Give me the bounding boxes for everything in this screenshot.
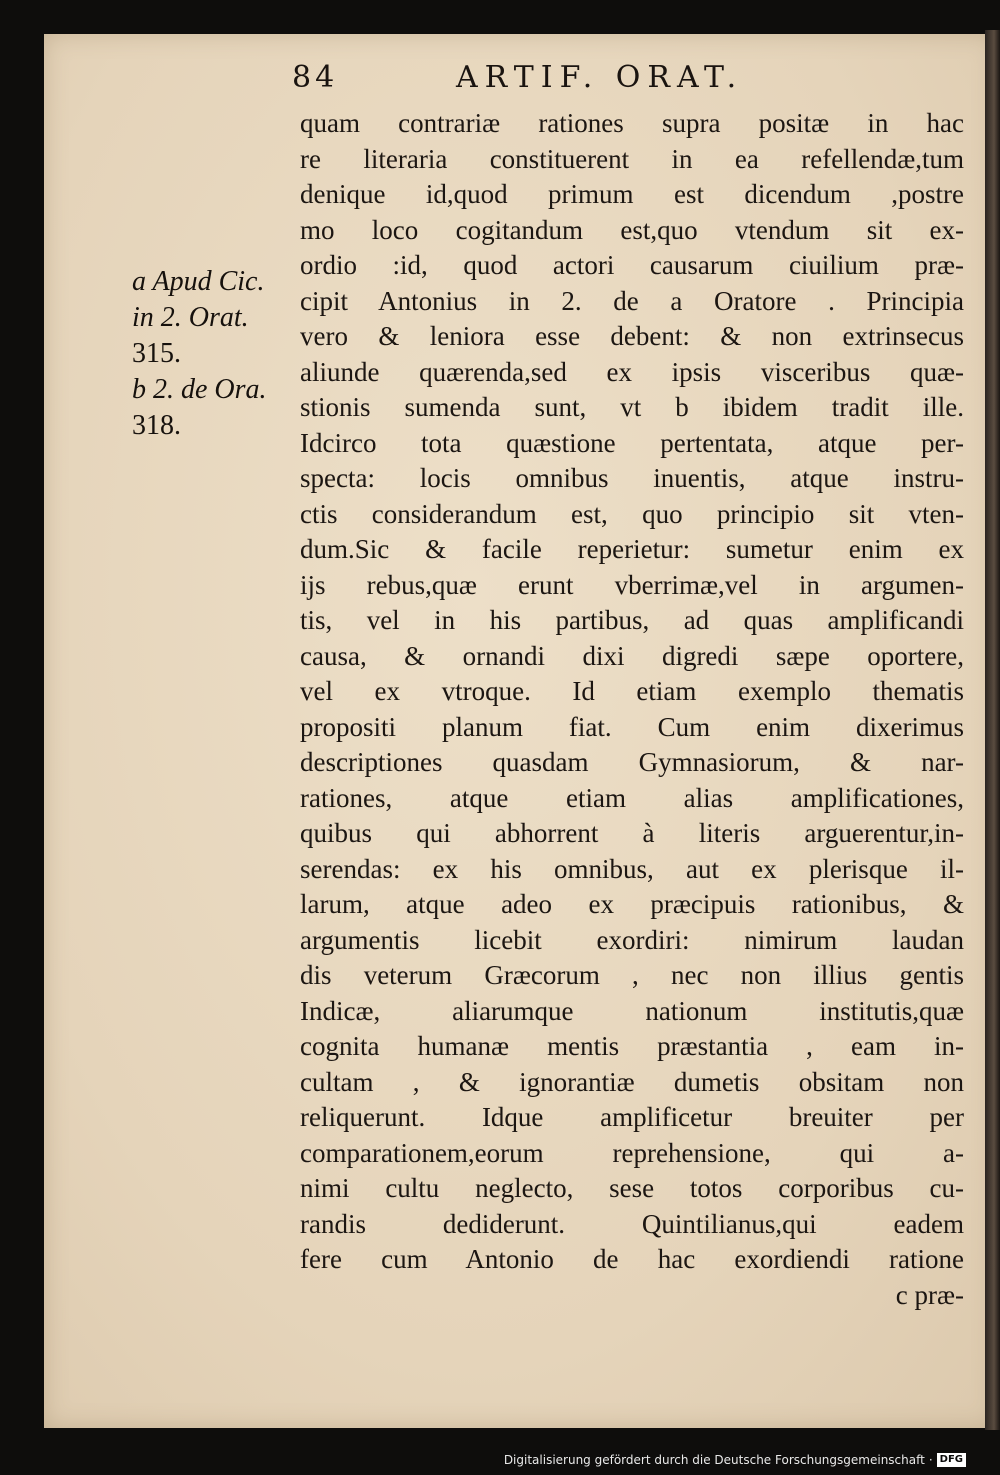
text-line: ordio :id, quod actori causarum ciuilium præ- — [300, 250, 964, 280]
dfg-logo-icon: DFG — [937, 1453, 966, 1467]
text-line: serendas: ex his omnibus, aut ex plerisque il- — [300, 853, 964, 884]
text-line: specta: locis omnibus inuentis, atque instru- — [300, 463, 964, 493]
text-line: Indicæ, aliarumque nationum institutis,quæ — [300, 995, 964, 1026]
page-number: 84 — [292, 60, 339, 95]
text-line: cognita humanæ mentis præstantia , eam in- — [300, 1031, 964, 1061]
text-line: stionis sumenda sunt, vt b ibidem tradit ille. — [300, 392, 964, 422]
text-line: aliunde quærenda,sed ex ipsis visceribus quæ- — [300, 356, 964, 387]
text-line: propositi planum fiat. Cum enim dixerimus — [300, 711, 964, 742]
text-line: vero & leniora esse debent: & non extrinsecus — [300, 321, 964, 351]
running-title: ARTIF. ORAT. — [456, 60, 744, 95]
text-line: reliquerunt. Idque amplificetur breuiter per — [300, 1102, 964, 1132]
text-line: quibus qui abhorrent à literis arguerentur,in- — [300, 818, 964, 848]
text-line: causa, & ornandi dixi digredi sæpe oportere, — [300, 640, 964, 671]
text-line: re literaria constituerent in ea refellendæ,tum — [300, 143, 964, 174]
text-line: vel ex vtroque. Id etiam exemplo thematis — [300, 676, 964, 706]
body-text — [300, 106, 964, 1313]
page-header — [292, 60, 822, 104]
text-line: ijs rebus,quæ erunt vberrimæ,vel in argumen- — [300, 569, 964, 600]
text-line: descriptiones quasdam Gymnasiorum, & nar- — [300, 747, 964, 777]
text-line: cultam , & ignorantiæ dumetis obsitam non — [300, 1066, 964, 1097]
text-line: larum, atque adeo ex præcipuis rationibus, & — [300, 889, 964, 919]
text-line: nimi cultu neglecto, sese totos corporibus cu- — [300, 1173, 964, 1203]
book-edge — [985, 30, 1000, 1430]
text-line: Idcirco tota quæstione pertentata, atque per- — [300, 427, 964, 458]
digitization-credit — [504, 1453, 966, 1467]
marginal-note: 318. — [132, 410, 181, 441]
text-line: rationes, atque etiam alias amplificationes, — [300, 782, 964, 813]
text-line: dum.Sic & facile reperietur: sumetur enim ex — [300, 534, 964, 564]
text-line: dis veterum Græcorum , nec non illius gentis — [300, 960, 964, 990]
text-line: argumentis licebit exordiri: nimirum laudan — [300, 924, 964, 955]
text-line: denique id,quod primum est dicendum ,postre — [300, 179, 964, 209]
credit-text: Digitalisierung gefördert durch die Deutsche Forschungsgemeinschaft — [503, 1453, 925, 1467]
separator-dot: · — [928, 1453, 933, 1467]
text-line: fere cum Antonio de hac exordiendi ratione — [300, 1244, 964, 1274]
text-line: ctis considerandum est, quo principio sit vten- — [300, 498, 964, 529]
marginal-note: in 2. Orat. — [132, 302, 249, 333]
text-line: mo loco cogitandum est,quo vtendum sit ex- — [300, 214, 964, 245]
catchword: c præ- — [895, 1279, 964, 1310]
text-line: comparationem,eorum reprehensione, qui a- — [300, 1137, 964, 1168]
text-line: cipit Antonius in 2. de a Oratore . Principia — [300, 285, 964, 316]
book-page — [44, 34, 996, 1428]
text-line: quam contrariæ rationes supra positæ in hac — [300, 108, 964, 138]
marginal-note: b 2. de Ora. — [132, 374, 267, 405]
marginal-notes — [132, 264, 304, 444]
marginal-note: a Apud Cic. — [132, 266, 265, 297]
text-line: tis, vel in his partibus, ad quas amplificandi — [300, 605, 964, 635]
marginal-note: 315. — [132, 338, 181, 369]
text-line: randis dediderunt. Quintilianus,qui eadem — [300, 1208, 964, 1239]
